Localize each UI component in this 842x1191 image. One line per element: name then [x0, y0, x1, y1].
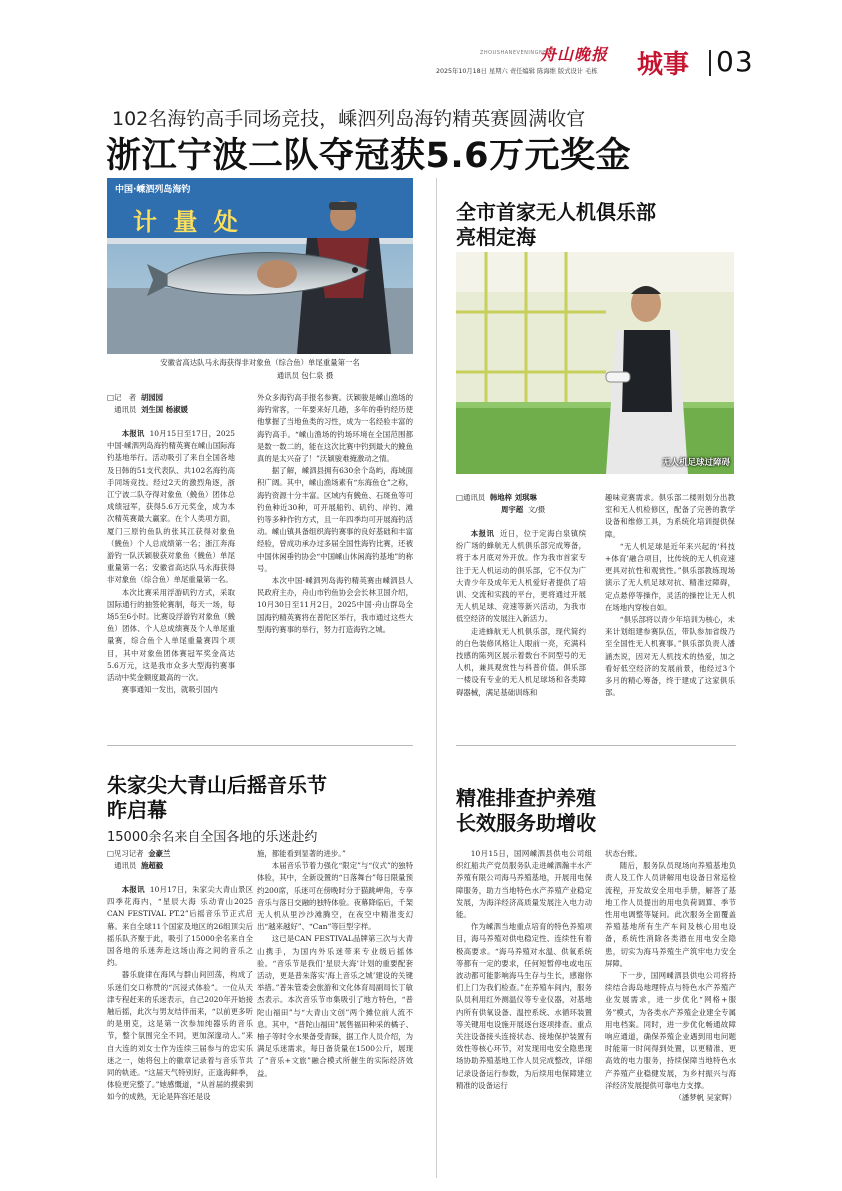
music-title-line-1: 朱家尖大青山后摇音乐节	[107, 773, 327, 797]
lead-photo	[107, 178, 413, 354]
page-number: 03	[716, 45, 754, 78]
section-divider-right	[456, 745, 736, 746]
paragraph: 作为嵊泗当地重点培育的特色养殖项目，海马养殖对供电稳定性、连续性有着极高要求。“海马养殖对水温、供氧系统等都有一定的要求，任何短暂停电或电压波动都可能影响海马生存与生长，感谢你们上门为我们检查。”在养殖车间内，服务队员利用红外测温仪等专业仪器，对基地内所有供氧设备、温控系统、水循环装置等关键用电设施开展逐台逐项排查。重点关注设备接头连接状态、接地保护装置有效性等核心环节，对发现用电安全隐患现场协助养殖基地工作人员完成整改，详细记录设备运行参数，为后续用电保障建立精准的设备运行	[456, 922, 592, 1090]
masthead-info: 2025年10月18日 星期六 责任编辑 陈海维 版式设计 毛栋	[436, 68, 598, 75]
drone-photo-caption: 无人机足球过障碍	[661, 458, 730, 468]
lead-label: 本报讯	[121, 885, 145, 894]
lead-caption-text: 安徽省高达队马永海获得非对象鱼（综合鱼）单尾重量第一名	[160, 358, 360, 367]
byline-name: 施超毅	[140, 861, 164, 871]
music-title-line-2: 昨启幕	[107, 798, 167, 822]
photo-sign-text: 计 量 处	[133, 208, 242, 236]
paragraph: 本届音乐节着力强化“限定”与“仪式”的独特体验，其中，全新设置的“日落舞台”每日限量预约200席，乐迷可在傍晚时分于猫跳岬角，专享音乐与落日交融的独特体验。夜幕降临后，千架无人机从里沙沙滩腾空，在夜空中精准变幻出“越来越好”、“Can”等巨型字样。	[257, 861, 413, 932]
paragraph: “无人机足球是近年来兴起的‘科技+体育’融合项目，比传统的无人机竞速更具对抗性和观赏性。”俱乐部教练现场演示了无人机足球对抗、精准过障碍，定点悬停等操作，灵活的操控让无人机在场地内穿梭自如。	[605, 541, 735, 612]
lead-headline: 浙江宁波二队夺冠获5.6万元奖金	[106, 136, 632, 176]
drone-title-line-1: 全市首家无人机俱乐部	[456, 200, 656, 224]
drone-photo	[456, 252, 734, 474]
paragraph: 据了解，嵊泗县拥有630余个岛屿，海域面积广阔。其中，嵊山渔场素有“东海鱼仓”之称，海钓资源十分丰富。区域内有鮸鱼、石斑鱼等可钓鱼种近30种，可开展船钓、矶钓、岸钓、滩钓等多种作钓方式，且一年四季均可开展海钓活动。嵊山镇具备组织海钓赛事的良好基础和丰富经验，曾成功承办过多届全国性海钓比赛，还被中国休闲垂钓协会“中国嵊山休闲海钓基地”的称号。	[257, 466, 413, 573]
paragraph: 趣味竞赛需求。俱乐部二楼则划分出教室和无人机检修区，配备了完善的教学设备和维修工具，为系统化培训提供保障。	[605, 493, 735, 539]
power-headline	[456, 786, 596, 836]
byline-label: □通讯员	[456, 493, 486, 502]
column-divider	[436, 178, 437, 1178]
byline-name: 周宇超	[501, 505, 524, 515]
masthead-site: ZHOUSHANEVENINGNEWS	[480, 50, 556, 56]
music-column-1	[107, 884, 253, 1104]
music-column-2	[257, 848, 413, 1080]
paragraph: 外众多海钓高手报名参赛。沃颖骏是嵊山渔场的海钓常客，一年要来好几趟，多年的垂钓经历使他掌握了当地鱼类的习性，成为一名经验丰富的海钓高手。“嵊山渔场的钓场环境在全国范围都是数一数二的，能在这次比赛中钓到最大的鮸鱼真的是太兴奋了！”沃颖骏难掩激动之情。	[257, 393, 413, 464]
paragraph: 10月17日，朱家尖大青山景区四季花海内，“星辰大海 乐动青山2025 CAN FESTIVAL PT.2”后摇音乐节正式启幕。来自全球11个国家及地区的26组顶尖后摇乐队齐聚于此，吸引了15000余名来自全国各地的乐迷奔赴这场山海之间的音乐之约。	[107, 885, 253, 968]
music-byline	[107, 848, 257, 872]
byline-label: □见习记者	[107, 849, 144, 858]
paragraph: 下一步，国网嵊泗县供电公司将持续结合海岛地理特点与特色水产养殖产业发展需求，进一步优化“网格+服务”模式，为各类水产养殖企业建全专属用电档案。同时，进一步优化畅通故障响应通道，确保养殖企业遇到用电问题时能第一时间得到处置，以更精准、更高效的电力服务，持续保障当地特色水产养殖产业稳健发展，为乡村振兴与海洋经济发展提供可靠电力支撑。	[605, 971, 736, 1090]
paragraph: 10月15日至17日，2025中国·嵊泗列岛海钓精英赛在嵊山国际海钓基地举行。活动吸引了来自全国各地及日韩的51支代表队、共102名海钓高手同场竞技。经过2天的激烈角逐，浙江宁波二队夺得对象鱼（鮸鱼）团体总成绩冠军，获得5.6万元奖金，成为本次精英赛最大赢家。在个人类项方面，厦门三原钓鱼队的张其江获得对象鱼（鮸鱼）个人总成绩第一名；浙江奔海游钓一队沃颖骏获对象鱼（鮸鱼）单尾重量第一名；安徽省高达队马永海获得非对象鱼（综合鱼）单尾重量第一名。	[107, 429, 235, 585]
power-title-line-2: 长效服务助增收	[456, 811, 596, 835]
drone-byline	[456, 492, 586, 516]
paragraph: 本次比赛采用浮游矶钓方式，采取国际通行的抽签轮赛制，每天一场，每场5至6小时。比赛设浮游钓对象鱼（鮸鱼）团体、个人总成绩赛及个人单尾重量赛，综合鱼个人单尾重量赛四个项目，其中对象鱼团体赛冠军奖金高达5.6万元，这是我市众多大型海钓赛事活动中奖金额度最高的一次。	[107, 587, 235, 683]
paragraph: 随后，服务队员现场向养殖基地负责人及工作人员讲解用电设备日常巡检流程，开发故安全用电手册，解答了基地工作人员提出的用电负荷调算、季节性用电调整等疑问。此次服务全面覆盖养殖基地所有生产车间及核心用电设备，系统性消除各类潜在用电安全隐患，切实为海马养殖生产筑牢电力安全屏障。	[605, 861, 736, 968]
music-subtitle: 15000余名来自全国各地的乐迷赴约	[107, 830, 318, 845]
byline-name: 金豪兰	[148, 849, 171, 858]
lead-label: 本报讯	[121, 429, 145, 438]
drone-club-photo-illustration	[456, 252, 734, 474]
lead-byline	[107, 392, 233, 416]
paragraph: “俱乐部将以青少年培训为核心，未来计划组建参赛队伍，带队参加省级乃至全国性无人机赛事。”俱乐部负责人潘涵杰说，因对无人机技术的热爱，加之看好低空经济的发展前景，他经过3个多月的精心筹备，终于建成了这家俱乐部。	[605, 615, 735, 698]
paragraph: 器乐旋律在海风与群山间回荡，构成了乐迷们交口称赞的“沉浸式体验”。一位从天津专程赶来的乐迷表示，自己2020年开始接触后摇，此次与男友结伴而来，“以前更多听的是朋克，这是第一次参加纯器乐的音乐节，整个氛围完全不同，更加深邃动人。”来自大连的刘女士作为连续三届参与的忠实乐迷之一，她将包上的徽章记录着与音乐节共同的轨迹。“这届天气特别好，正逢海鲜季，体验更完整了。”她感慨道，“从首届的摸索到如今的成熟，无论是阵容还是设	[107, 970, 253, 1102]
paragraph: 近日，位于定海白泉镇缤纷广场的蜂航无人机俱乐部完成筹备，将于本月底对外开放。作为我市首家专注于无人机运动的俱乐部，它不仅为广大青少年及成年无人机爱好者提供了培训、交流和实践的平台，更将通过开展无人机足球、竞速等新兴活动，为我市低空经济的发展注入新活力。	[456, 529, 586, 624]
music-headline	[107, 773, 327, 823]
section-divider-left	[107, 745, 413, 746]
lead-column-1	[107, 428, 235, 696]
power-column-2	[605, 848, 736, 1104]
byline-name: 韩地梓 刘琪琳	[489, 493, 537, 502]
lead-photo-credit: 通讯员 包仁泉 摄	[276, 371, 334, 380]
paragraph: 走进蜂航无人机俱乐部，现代简约的白色装修风格让人眼前一亮，充满科技感的陈列区展示着数台不同型号的无人机，兼具观赏性与科普价值。俱乐部一楼设有专业的无人机足球场和各类障碍器械，满足基础训练和	[456, 626, 586, 697]
byline-name: 胡园园	[140, 393, 164, 402]
power-title-line-1: 精准排查护养殖	[456, 786, 596, 810]
byline-name: 刘生国 杨淑媛	[140, 405, 188, 415]
masthead-divider	[709, 50, 711, 76]
drone-headline	[456, 200, 656, 250]
paragraph: 本次中国·嵊泗列岛海钓精英赛由嵊泗县人民政府主办，舟山市钓鱼协会会长林卫国介绍，10月30日至11月2日，2025中国·舟山群岛全国海钓精英赛将在普陀区举行，我市通过这些大型海钓赛事的举行，努力打造海钓之城。	[257, 576, 413, 634]
lead-column-2	[257, 392, 413, 636]
byline-suffix: 文/摄	[527, 505, 546, 515]
lead-kicker: 102名海钓高手同场竞技，嵊泗列岛海钓精英赛圆满收官	[112, 108, 586, 130]
paragraph: 施，都能看到显著的进步。”	[257, 849, 346, 858]
section-title: 城事	[637, 50, 690, 80]
byline-label: 通讯员	[114, 861, 137, 871]
lead-photo-caption	[107, 356, 413, 382]
byline-label: □记 者	[107, 393, 137, 402]
paragraph: 赛事通知一发出，就吸引国内	[121, 685, 218, 695]
paragraph: 状态台账。	[605, 849, 642, 858]
masthead-logo: 舟山晚报	[540, 45, 609, 64]
drone-title-line-2: 亮相定海	[456, 225, 536, 249]
drone-column-2	[605, 492, 735, 699]
power-signoff: （潘梦帆 吴家辉）	[674, 1093, 736, 1103]
paragraph: 这已是CAN FESTIVAL品牌第三次与大青山携手，为国内外乐迷带来专业级后摇体验。“音乐节是我们‘星辰大海’计划的重要配套活动，更是普朱落实‘海上音乐之城’建设的关键举措。”普朱管委会旅游和文化体育局副局长丁敏杰表示。本次音乐节市集吸引了地方特色，“普陀山福田”与“大青山文创”两个摊位前人流不息。其中，“普陀山福田”展售福田种采的橘子、柚子等时令水果备受青睐，据工作人员介绍，为满足乐迷需求，每日备货量在1500公斤，展现了“音乐+文旅”融合模式所催生的实际经济效益。	[257, 934, 413, 1078]
power-column-1	[456, 848, 592, 1092]
byline-label: 通讯员	[114, 405, 137, 415]
lead-label: 本报讯	[470, 529, 495, 538]
drone-column-1	[456, 528, 586, 699]
photo-banner-text: 中国·嵊泗列岛海钓	[115, 185, 191, 195]
paragraph: 10月15日，国网嵊泗县供电公司组织红船共产党员服务队走进嵊泗瀚丰水产养殖有限公司海马养殖基地，开展用电保障服务，助力当地特色水产养殖产业稳定发展，为海洋经济高质量发展注入电力动能。	[456, 849, 592, 920]
